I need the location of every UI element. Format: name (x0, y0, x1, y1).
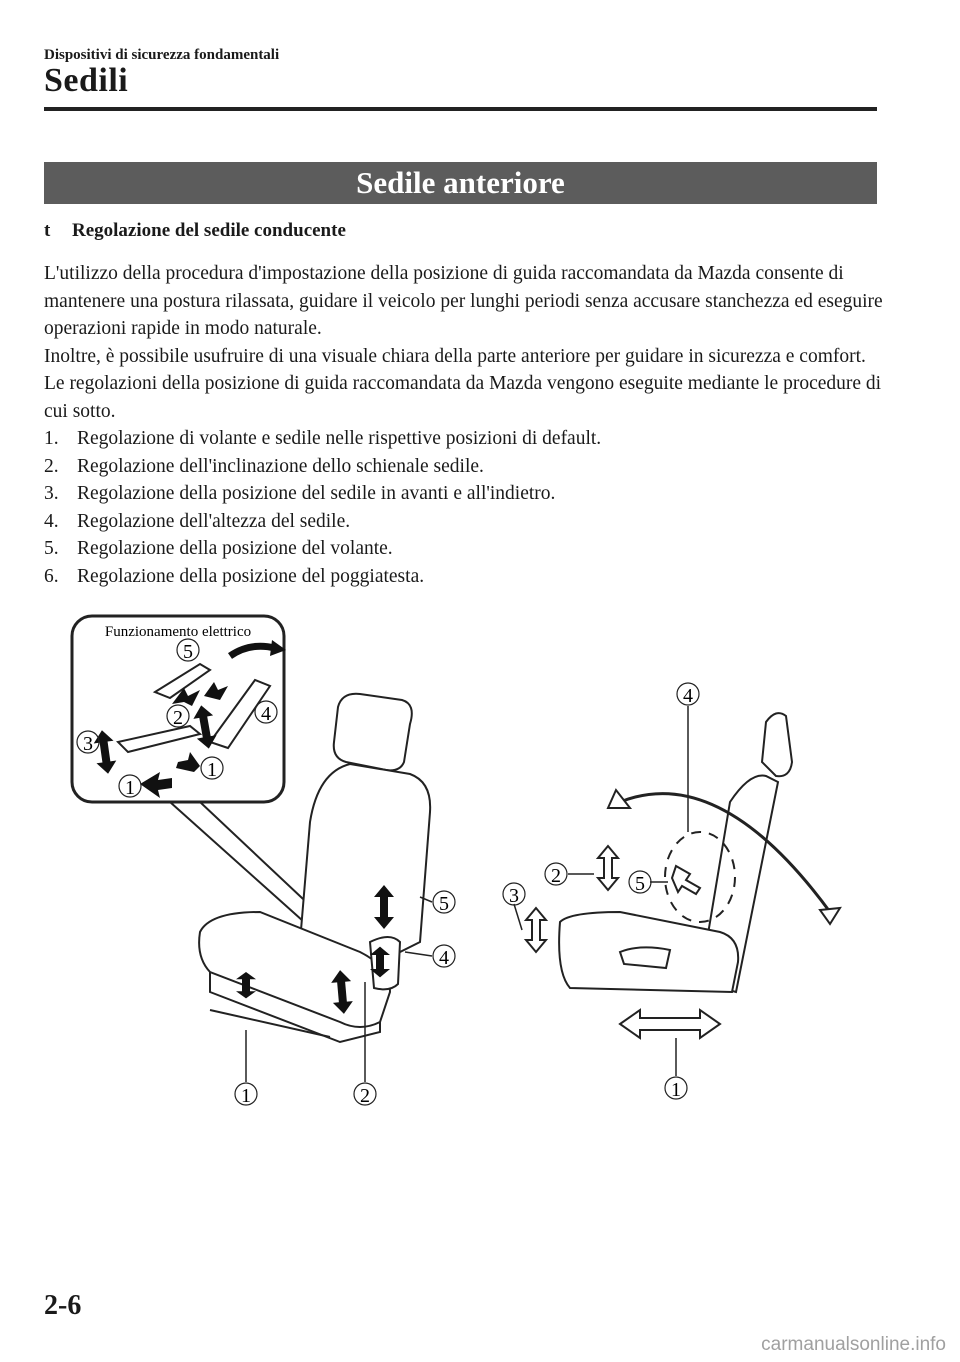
callout-4: 4 (439, 947, 449, 969)
side-panel (370, 937, 400, 989)
list-item (44, 453, 884, 481)
callout-4: 4 (261, 703, 271, 725)
step-number: 1. (44, 428, 59, 449)
callout-1: 1 (125, 777, 135, 799)
step-text: Regolazione della posizione del poggiatesta. (77, 565, 425, 587)
paragraph: Le regolazioni della posizione di guida raccomandata da Mazda vengono eseguite mediante le procedure di cui sotto. (44, 373, 882, 422)
leader-line (514, 904, 522, 930)
step-text: Regolazione della posizione del volante. (77, 538, 393, 559)
callout-2: 2 (173, 707, 183, 729)
electric-controls-inset (72, 616, 286, 802)
seat-illustration (60, 612, 850, 1112)
side-lever (620, 947, 670, 968)
headrest (762, 713, 792, 776)
page-number: 2-6 (44, 1290, 82, 1321)
watermark: carmanualsonline.info (761, 1334, 946, 1355)
subheading (44, 220, 346, 242)
section-title: Sedili (44, 62, 129, 99)
list-item (44, 508, 884, 536)
leader-line (405, 952, 432, 956)
inset-label: Funzionamento elettrico (104, 624, 252, 640)
height-arrow-icon (598, 846, 618, 890)
recline-arrow-icon (820, 908, 840, 924)
paragraph: Inoltre, è possibile usufruire di una visuale chiara della parte anteriore per guidare in sicurezza e comfort. (44, 345, 866, 367)
callout-3: 3 (509, 885, 519, 907)
body-text (44, 260, 884, 590)
step-number: 6. (44, 565, 59, 587)
section-banner: Sedile anteriore (44, 162, 877, 204)
steps-list (44, 425, 884, 590)
chapter-header: Dispositivi di sicurezza fondamentali (44, 47, 280, 63)
step-number: 5. (44, 538, 59, 559)
callout-1: 1 (207, 759, 217, 781)
callout-4: 4 (683, 685, 693, 707)
seat-side-view (559, 713, 792, 992)
step-text: Regolazione della posizione del sedile in avanti e all'indietro. (77, 483, 556, 504)
step-number: 4. (44, 510, 59, 532)
list-item (44, 563, 884, 591)
headrest (334, 694, 412, 771)
step-number: 3. (44, 483, 59, 504)
callout-1: 1 (671, 1079, 681, 1101)
step-text: Regolazione di volante e sedile nelle rispettive posizioni di default. (77, 428, 602, 449)
callout-3: 3 (83, 733, 93, 755)
callout-2: 2 (551, 865, 561, 887)
callout-1: 1 (241, 1085, 251, 1107)
headrest-arrow-icon (672, 866, 700, 894)
slide-arrow-icon (620, 1010, 720, 1038)
subheading-text: Regolazione del sedile conducente (72, 220, 346, 241)
title-divider (44, 107, 877, 111)
tilt-arrow-icon (526, 908, 546, 952)
callout-5: 5 (439, 893, 449, 915)
callout-2: 2 (360, 1085, 370, 1107)
step-text: Regolazione dell'altezza del sedile. (77, 510, 351, 532)
seat-adjustment-figure (60, 612, 850, 1112)
subheading-marker: t (44, 220, 51, 241)
list-item (44, 480, 884, 508)
callout-5: 5 (635, 873, 645, 895)
list-item (44, 535, 884, 563)
step-text: Regolazione dell'inclinazione dello schienale sedile. (77, 455, 484, 477)
paragraph: L'utilizzo della procedura d'impostazione della posizione di guida raccomandata da Mazda consente di mantenere una postura rilassata, guidare il veicolo per lunghi periodi senza accusare stanchezza ed eseguire operazioni rapide in modo naturale. (44, 263, 883, 339)
callout-5: 5 (183, 641, 193, 663)
step-number: 2. (44, 455, 59, 477)
list-item (44, 425, 884, 453)
